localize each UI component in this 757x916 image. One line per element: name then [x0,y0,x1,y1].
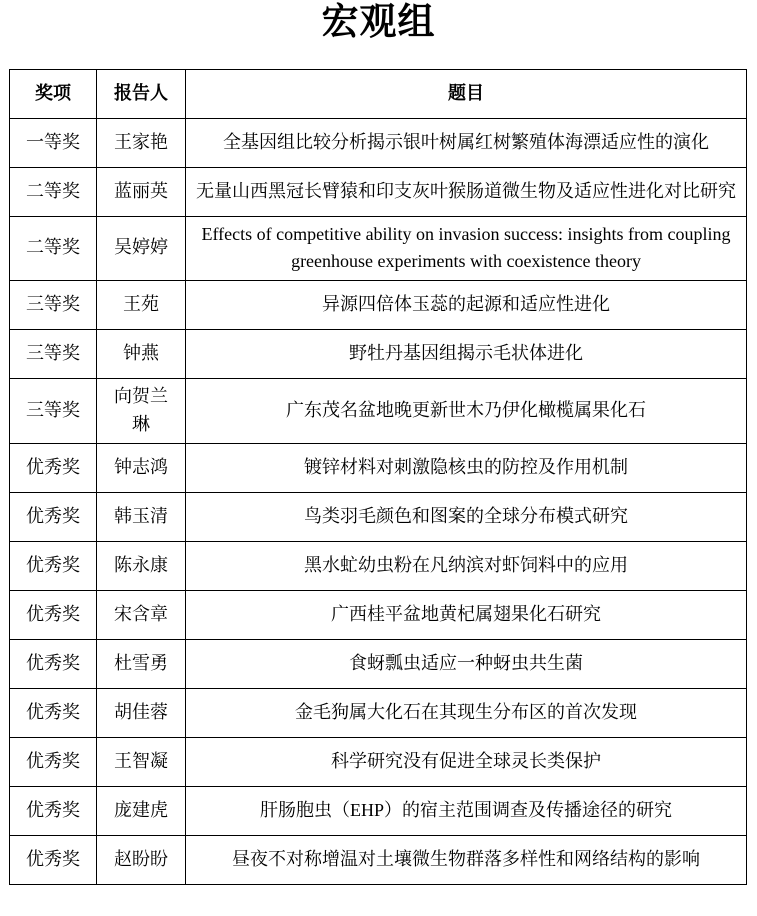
award-cell: 优秀奖 [10,787,97,836]
title-cell: 食蚜瓢虫适应一种蚜虫共生菌 [186,640,747,689]
presenter-cell: 庞建虎 [97,787,186,836]
award-cell: 优秀奖 [10,542,97,591]
header-award: 奖项 [10,69,97,118]
award-cell: 优秀奖 [10,738,97,787]
award-cell: 优秀奖 [10,444,97,493]
title-cell: 金毛狗属大化石在其现生分布区的首次发现 [186,689,747,738]
table-row [10,444,747,493]
award-cell: 三等奖 [10,281,97,330]
presenter-cell: 宋含章 [97,591,186,640]
presenter-cell: 王智凝 [97,738,186,787]
presenter-cell: 向贺兰琳 [97,379,186,444]
award-cell: 三等奖 [10,379,97,444]
title-cell: 黑水虻幼虫粉在凡纳滨对虾饲料中的应用 [186,542,747,591]
title-cell: 鸟类羽毛颜色和图案的全球分布模式研究 [186,493,747,542]
title-cell: 异源四倍体玉蕊的起源和适应性进化 [186,281,747,330]
award-cell: 二等奖 [10,167,97,216]
table-row [10,689,747,738]
title-cell: 科学研究没有促进全球灵长类保护 [186,738,747,787]
table-row [10,738,747,787]
presenter-cell: 蓝丽英 [97,167,186,216]
table-row [10,787,747,836]
award-cell: 优秀奖 [10,591,97,640]
presenter-cell: 王苑 [97,281,186,330]
award-cell: 优秀奖 [10,689,97,738]
award-cell: 三等奖 [10,330,97,379]
presenter-cell: 胡佳蓉 [97,689,186,738]
presenter-cell: 赵盼盼 [97,836,186,885]
presenter-cell: 杜雪勇 [97,640,186,689]
table-row [10,281,747,330]
table-row [10,591,747,640]
presenter-cell: 韩玉清 [97,493,186,542]
document-page [0,2,757,916]
title-cell: 广西桂平盆地黄杞属翅果化石研究 [186,591,747,640]
title-cell: 昼夜不对称增温对土壤微生物群落多样性和网络结构的影响 [186,836,747,885]
award-cell: 优秀奖 [10,493,97,542]
table-row [10,379,747,444]
award-cell: 一等奖 [10,118,97,167]
header-title: 题目 [186,69,747,118]
presenter-cell: 陈永康 [97,542,186,591]
title-cell: 肝肠胞虫（EHP）的宿主范围调查及传播途径的研究 [186,787,747,836]
header-row [10,69,747,118]
presenter-cell: 钟志鸿 [97,444,186,493]
table-row [10,167,747,216]
table-row [10,640,747,689]
award-table-body [10,118,747,885]
table-row [10,216,747,281]
table-row [10,493,747,542]
award-table [9,69,747,886]
award-cell: 二等奖 [10,216,97,281]
title-cell: 野牡丹基因组揭示毛状体进化 [186,330,747,379]
table-row [10,542,747,591]
award-cell: 优秀奖 [10,836,97,885]
header-presenter: 报告人 [97,69,186,118]
title-cell: 无量山西黑冠长臂猿和印支灰叶猴肠道微生物及适应性进化对比研究 [186,167,747,216]
award-table-header [10,69,747,118]
table-row [10,836,747,885]
presenter-cell: 吴婷婷 [97,216,186,281]
page-title: 宏观组 [321,2,436,43]
title-cell: 广东茂名盆地晚更新世木乃伊化橄榄属果化石 [186,379,747,444]
title-cell: Effects of competitive ability on invasion success: insights from coupling greenhouse experiments with coexistence theory [186,216,747,281]
title-cell: 全基因组比较分析揭示银叶树属红树繁殖体海漂适应性的演化 [186,118,747,167]
title-cell: 镀锌材料对刺激隐核虫的防控及作用机制 [186,444,747,493]
presenter-cell: 王家艳 [97,118,186,167]
award-cell: 优秀奖 [10,640,97,689]
table-row [10,118,747,167]
presenter-cell: 钟燕 [97,330,186,379]
table-row [10,330,747,379]
